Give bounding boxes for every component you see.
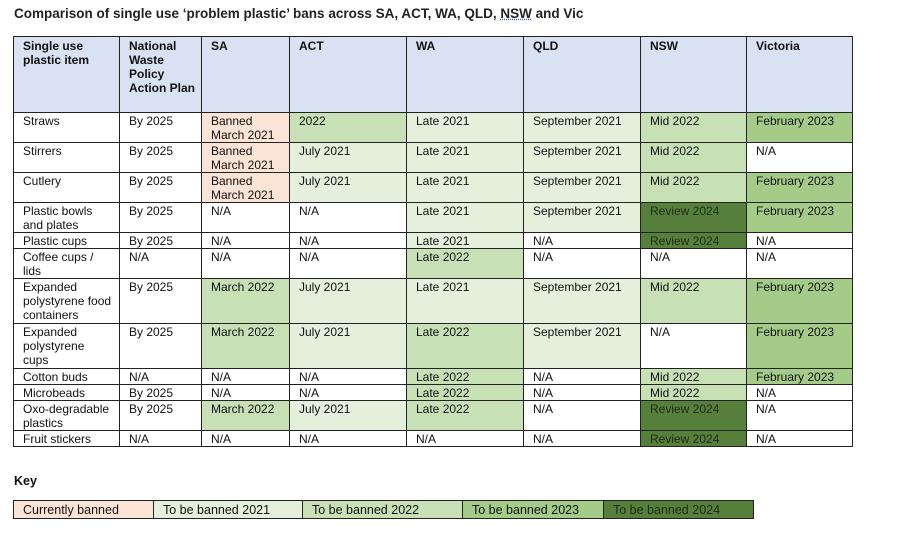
table-cell: N/A [747, 143, 853, 173]
table-cell: February 2023 [747, 113, 853, 143]
table-cell: N/A [202, 385, 290, 401]
table-cell: Late 2022 [407, 385, 524, 401]
table-cell: Late 2021 [407, 233, 524, 249]
item-cell: Plastic bowls and plates [14, 203, 120, 233]
table-cell: N/A [202, 233, 290, 249]
item-cell: Cotton buds [14, 369, 120, 385]
table-row [14, 279, 853, 324]
table-cell: N/A [747, 431, 853, 447]
table-cell: July 2021 [290, 324, 407, 369]
table-cell: N/A [290, 369, 407, 385]
table-cell: N/A [524, 431, 641, 447]
table-cell: September 2021 [524, 203, 641, 233]
table-cell: N/A [120, 369, 202, 385]
table-cell: By 2025 [120, 401, 202, 431]
item-cell: Microbeads [14, 385, 120, 401]
column-header: SA [202, 37, 290, 113]
table-cell: N/A [120, 431, 202, 447]
column-header: NSW [641, 37, 747, 113]
key-item: Currently banned [14, 501, 154, 519]
table-row [14, 431, 853, 447]
table-cell: Review 2024 [641, 401, 747, 431]
table-cell: N/A [202, 203, 290, 233]
comparison-table [13, 36, 853, 447]
column-header: WA [407, 37, 524, 113]
table-cell: February 2023 [747, 369, 853, 385]
table-cell: Late 2021 [407, 203, 524, 233]
item-cell: Straws [14, 113, 120, 143]
table-cell: N/A [202, 249, 290, 279]
table-cell: Late 2021 [407, 113, 524, 143]
key-item: To be banned 2021 [154, 501, 303, 519]
table-cell: February 2023 [747, 279, 853, 324]
table-row [14, 369, 853, 385]
table-cell: Banned March 2021 [202, 143, 290, 173]
table-body [14, 113, 853, 447]
table-cell: September 2021 [524, 324, 641, 369]
key-legend [13, 500, 754, 519]
table-cell: September 2021 [524, 279, 641, 324]
item-cell: Expanded polystyrene food containers [14, 279, 120, 324]
table-cell: Review 2024 [641, 233, 747, 249]
table-cell: Banned March 2021 [202, 113, 290, 143]
table-cell: March 2022 [202, 401, 290, 431]
table-cell: March 2022 [202, 279, 290, 324]
table-row [14, 324, 853, 369]
table-cell: By 2025 [120, 279, 202, 324]
key-item: To be banned 2022 [303, 501, 463, 519]
item-cell: Cutlery [14, 173, 120, 203]
table-cell: Late 2022 [407, 249, 524, 279]
table-row [14, 233, 853, 249]
table-cell: N/A [202, 431, 290, 447]
table-cell: N/A [524, 233, 641, 249]
table-cell: By 2025 [120, 143, 202, 173]
table-cell: Review 2024 [641, 431, 747, 447]
table-cell: Mid 2022 [641, 279, 747, 324]
page-title [14, 6, 583, 21]
column-header: ACT [290, 37, 407, 113]
table-cell: Mid 2022 [641, 385, 747, 401]
table-cell: By 2025 [120, 324, 202, 369]
table-cell: September 2021 [524, 113, 641, 143]
table-cell: N/A [407, 431, 524, 447]
key-title: Key [14, 474, 37, 488]
table-cell: February 2023 [747, 173, 853, 203]
table-cell: Mid 2022 [641, 143, 747, 173]
table-cell: Review 2024 [641, 203, 747, 233]
item-cell: Expanded polystyrene cups [14, 324, 120, 369]
column-header: Victoria [747, 37, 853, 113]
table-cell: September 2021 [524, 173, 641, 203]
table-cell: September 2021 [524, 143, 641, 173]
table-cell: N/A [641, 249, 747, 279]
table-row [14, 249, 853, 279]
item-cell: Plastic cups [14, 233, 120, 249]
table-cell: 2022 [290, 113, 407, 143]
table-cell: By 2025 [120, 113, 202, 143]
column-header: QLD [524, 37, 641, 113]
table-cell: By 2025 [120, 173, 202, 203]
table-cell: N/A [290, 233, 407, 249]
table-cell: By 2025 [120, 203, 202, 233]
title-text-end: and Vic [531, 6, 584, 21]
table-cell: N/A [524, 369, 641, 385]
table-cell: N/A [747, 385, 853, 401]
table-cell: N/A [120, 249, 202, 279]
table-cell: July 2021 [290, 173, 407, 203]
item-cell: Oxo-degradable plastics [14, 401, 120, 431]
table-cell: Late 2021 [407, 143, 524, 173]
table-row [14, 143, 853, 173]
table-cell: N/A [524, 249, 641, 279]
table-cell: Mid 2022 [641, 369, 747, 385]
table-cell: Mid 2022 [641, 173, 747, 203]
table-cell: N/A [747, 401, 853, 431]
table-cell: N/A [290, 385, 407, 401]
table-cell: N/A [747, 249, 853, 279]
table-cell: N/A [524, 401, 641, 431]
table-cell: By 2025 [120, 233, 202, 249]
table-row [14, 113, 853, 143]
table-row [14, 173, 853, 203]
column-header: Single use plastic item [14, 37, 120, 113]
table-cell: July 2021 [290, 401, 407, 431]
title-text-nsw: NSW [500, 6, 532, 21]
table-cell: February 2023 [747, 324, 853, 369]
table-cell: N/A [524, 385, 641, 401]
key-row [14, 501, 754, 519]
table-cell: N/A [641, 324, 747, 369]
table-cell: Late 2022 [407, 401, 524, 431]
column-header: National Waste Policy Action Plan [120, 37, 202, 113]
key-item: To be banned 2024 [604, 501, 754, 519]
table-cell: N/A [202, 369, 290, 385]
table-cell: Banned March 2021 [202, 173, 290, 203]
table-cell: N/A [290, 431, 407, 447]
table-cell: July 2021 [290, 279, 407, 324]
table-cell: By 2025 [120, 385, 202, 401]
table-cell: N/A [290, 249, 407, 279]
table-cell: Mid 2022 [641, 113, 747, 143]
item-cell: Stirrers [14, 143, 120, 173]
table-cell: Late 2021 [407, 173, 524, 203]
table-cell: Late 2021 [407, 279, 524, 324]
table-cell: February 2023 [747, 203, 853, 233]
table-row [14, 203, 853, 233]
table-cell: N/A [290, 203, 407, 233]
item-cell: Coffee cups / lids [14, 249, 120, 279]
table-cell: March 2022 [202, 324, 290, 369]
title-text-start: Comparison of single use ‘problem plastic’ bans across SA, ACT, WA, QLD, [14, 6, 501, 21]
item-cell: Fruit stickers [14, 431, 120, 447]
table-cell: Late 2022 [407, 324, 524, 369]
table-cell: Late 2022 [407, 369, 524, 385]
table-row [14, 385, 853, 401]
key-item: To be banned 2023 [463, 501, 604, 519]
table-cell: N/A [747, 233, 853, 249]
table-cell: July 2021 [290, 143, 407, 173]
table-header-row [14, 37, 853, 113]
table-row [14, 401, 853, 431]
